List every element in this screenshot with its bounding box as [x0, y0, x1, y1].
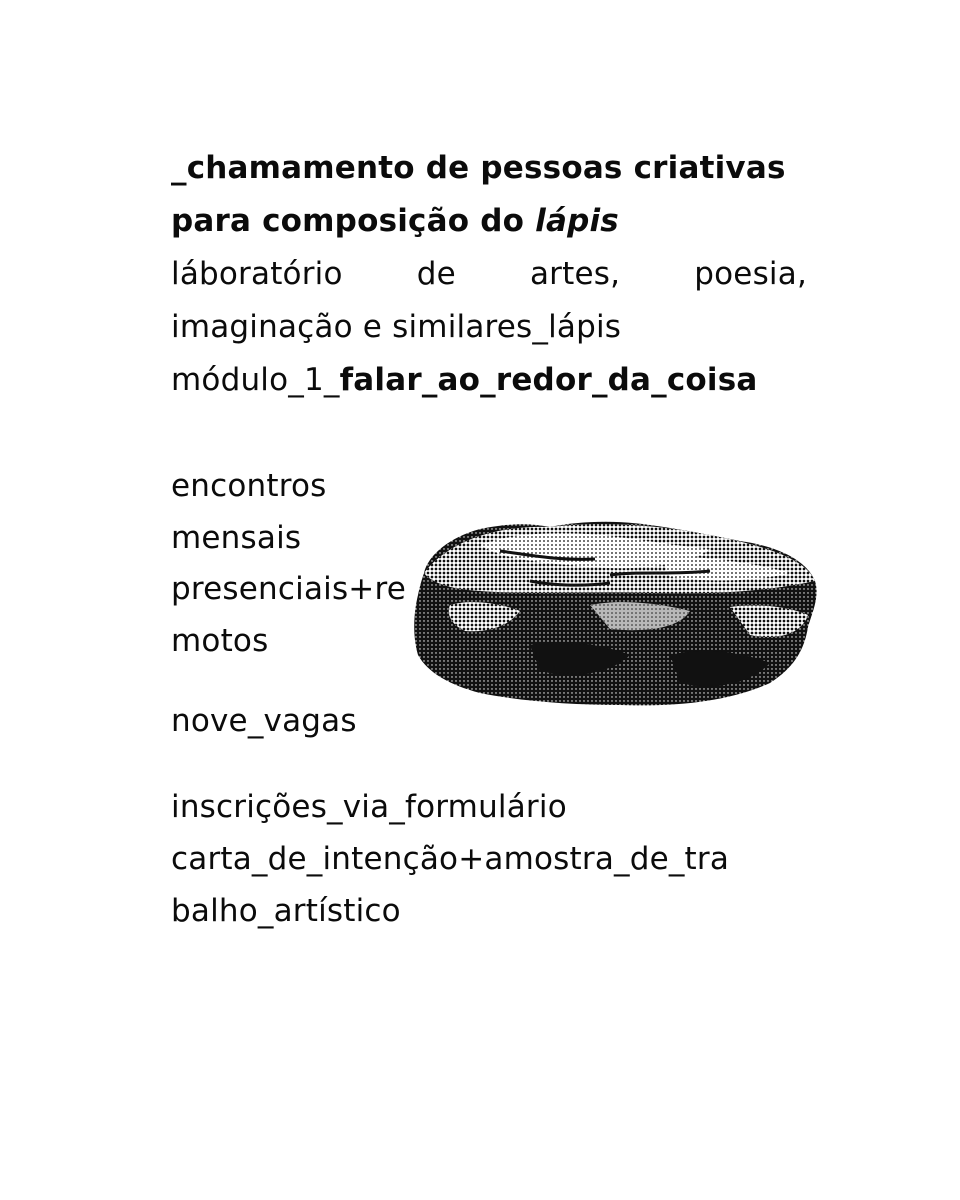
call-title-line-2 — [171, 195, 807, 248]
lab-word-3: artes, — [529, 256, 621, 292]
registration-line-2: carta_de_intenção+amostra_de_tra — [171, 841, 730, 877]
lab-description-line-2: imaginação e similares_lápis — [171, 309, 622, 345]
halftone-stone-image — [410, 515, 820, 715]
lab-word-1: láboratório — [171, 256, 343, 292]
lab-word-4: poesia, — [694, 256, 807, 292]
vacancies-line: nove_vagas — [171, 703, 357, 739]
module-line — [171, 354, 807, 407]
lapis-italic: lápis — [535, 203, 619, 239]
meeting-line-1: encontros — [171, 468, 327, 504]
lab-description-line — [171, 248, 807, 301]
registration-info — [171, 781, 807, 937]
call-title-prefix: para composição do — [171, 203, 536, 239]
meeting-line-2: mensais — [171, 519, 302, 556]
meeting-line-4: motos — [171, 622, 269, 659]
meeting-line-3: presenciais+re — [171, 571, 407, 607]
call-heading — [171, 142, 807, 407]
meeting-info — [171, 461, 421, 667]
lab-word-2: de — [416, 256, 456, 292]
registration-line-1: inscrições_via_formulário — [171, 789, 567, 825]
call-title-line-1: _chamamento de pessoas criativas — [171, 150, 786, 186]
registration-line-3: balho_artístico — [171, 893, 401, 929]
module-title: falar_ao_redor_da_coisa — [339, 362, 758, 398]
module-prefix: módulo_1_ — [171, 362, 340, 398]
